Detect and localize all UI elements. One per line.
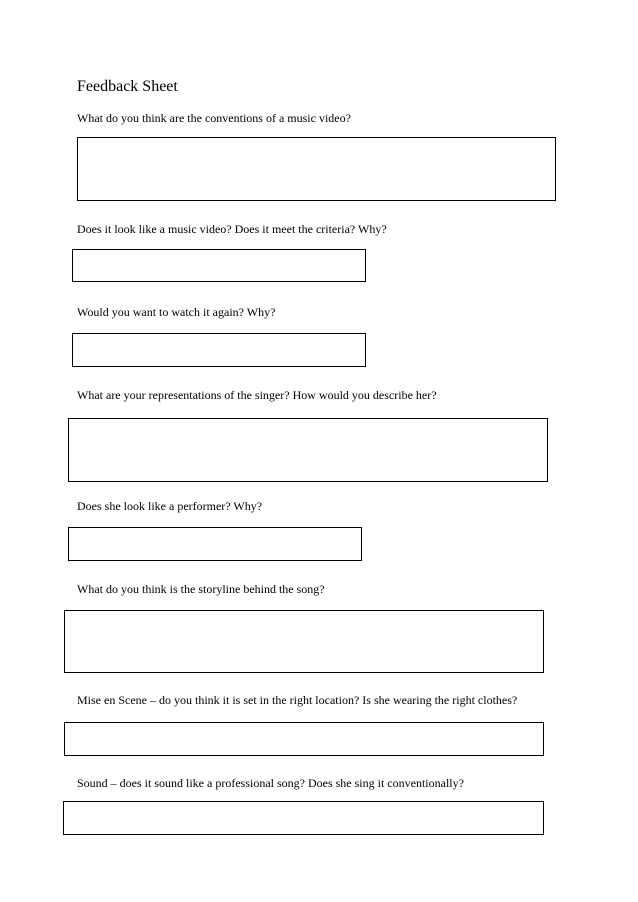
question-watch-again: Would you want to watch it again? Why?: [77, 305, 276, 319]
answer-box-looks-like-music-video[interactable]: [72, 249, 366, 282]
question-sound: Sound – does it sound like a professional song? Does she sing it conventionally?: [77, 776, 464, 790]
answer-box-singer-representation[interactable]: [68, 418, 548, 482]
answer-box-watch-again[interactable]: [72, 333, 366, 367]
question-singer-representation: What are your representations of the singer? How would you describe her?: [77, 388, 437, 402]
answer-box-sound[interactable]: [63, 801, 544, 835]
answer-box-performer[interactable]: [68, 527, 362, 561]
question-performer: Does she look like a performer? Why?: [77, 499, 263, 513]
question-conventions: What do you think are the conventions of a music video?: [77, 111, 351, 125]
question-mise-en-scene: Mise en Scene – do you think it is set in the right location? Is she wearing the right clothes?: [77, 693, 518, 707]
question-looks-like-music-video: Does it look like a music video? Does it meet the criteria? Why?: [77, 222, 387, 236]
answer-box-mise-en-scene[interactable]: [64, 722, 544, 756]
page-title: Feedback Sheet: [77, 78, 178, 95]
answer-box-conventions[interactable]: [77, 137, 556, 201]
question-storyline: What do you think is the storyline behind the song?: [77, 582, 325, 596]
answer-box-storyline[interactable]: [64, 610, 544, 673]
